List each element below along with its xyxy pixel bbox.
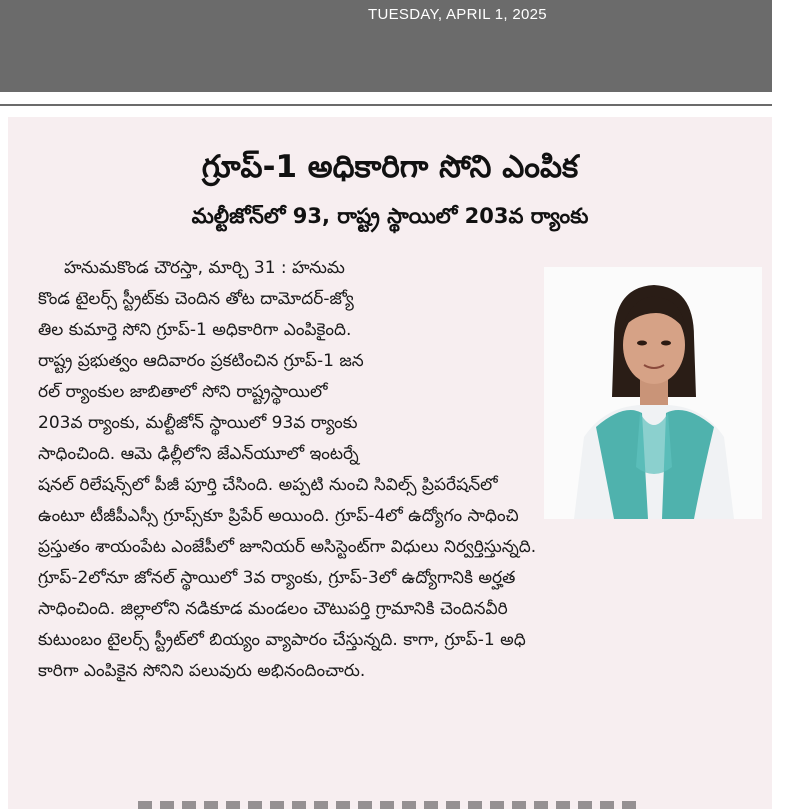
article-line: సాధించింది. జిల్లాలోని నడికూడ మండలం చౌటుపర్తి గ్రామానికి చెందినవీరి xyxy=(38,599,508,619)
article-line: తిల కుమార్తె సోని గ్రూప్-1 అధికారిగా ఎంపికైంది. xyxy=(38,320,352,340)
article-line: కొండ టైలర్స్ స్ట్రీట్‌కు చెందిన తోట దామోదర్-జ్యో xyxy=(38,289,354,309)
article-line: కారిగా ఎంపికైన సోనిని పలువురు అభినందించారు. xyxy=(38,661,366,681)
next-article-cutoff xyxy=(138,801,638,809)
article-line: ఉంటూ టీజీపీఎస్సీ గ్రూప్స్‌కూ ప్రిపేర్ అయింది. గ్రూప్-4లో ఉద్యోగం సాధించి xyxy=(38,506,519,526)
news-article xyxy=(8,117,772,809)
article-line: గ్రూప్-2లోనూ జోనల్ స్థాయిలో 3వ ర్యాంకు, గ్రూప్-3లో ఉద్యోగానికి అర్హత xyxy=(38,568,516,588)
newspaper-masthead xyxy=(0,0,772,92)
article-body xyxy=(38,253,758,687)
article-line: షనల్ రిలేషన్స్‌లో పీజీ పూర్తి చేసింది. అప్పటి నుంచి సివిల్స్ ప్రిపరేషన్‌లో xyxy=(38,475,498,495)
article-subheadline: మల్టీజోన్‌లో 93, రాష్ట్ర స్థాయిలో 203వ ర్యాంకు xyxy=(191,204,589,228)
article-headline: గ్రూప్-1 అధికారిగా సోని ఎంపిక xyxy=(201,149,579,185)
article-line: హనుమకొండ చౌరస్తా, మార్చి 31 : హనుమ xyxy=(64,258,345,278)
masthead-divider xyxy=(0,104,772,106)
article-line: 203వ ర్యాంకు, మల్టీజోన్ స్థాయిలో 93వ ర్యాంకు xyxy=(38,413,358,433)
article-line: రాష్ట్ర ప్రభుత్వం ఆదివారం ప్రకటించిన గ్రూప్-1 జన xyxy=(38,351,364,371)
article-line: సాధించింది. ఆమె ఢిల్లీలోని జేఎన్‌యూలో ఇంటర్నే xyxy=(38,444,359,464)
issue-date: TUESDAY, APRIL 1, 2025 xyxy=(368,6,547,23)
article-line: కుటుంబం టైలర్స్ స్ట్రీట్‌లో బియ్యం వ్యాపారం చేస్తున్నది. కాగా, గ్రూప్-1 అధి xyxy=(38,630,526,650)
article-line: ప్రస్తుతం శాయంపేట ఎంజేపీలో జూనియర్ అసిస్టెంట్‌గా విధులు నిర్వర్తిస్తున్నది. xyxy=(38,537,537,557)
article-line: రల్ ర్యాంకుల జాబితాలో సోని రాష్ట్రస్థాయిలో xyxy=(38,382,328,402)
